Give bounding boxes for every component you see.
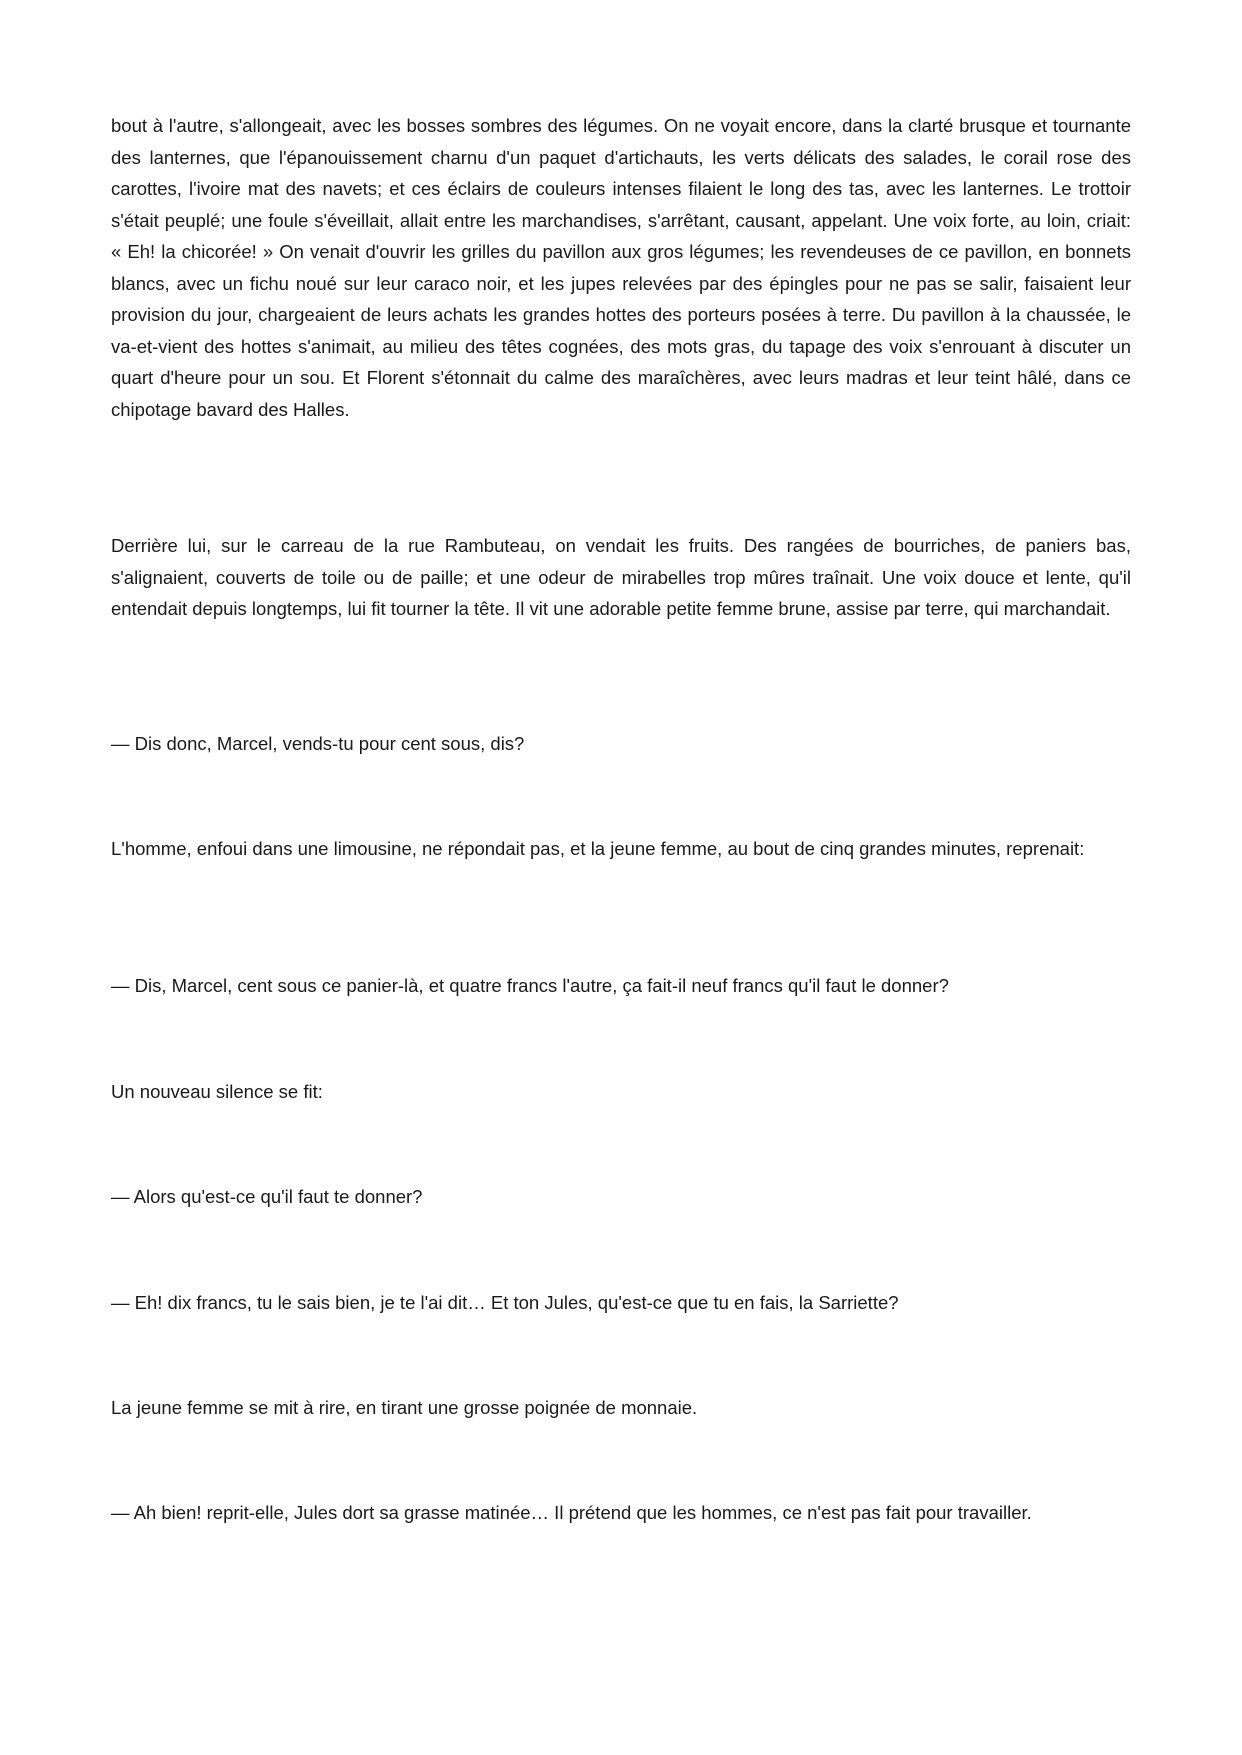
dialogue-line: — Ah bien! reprit-elle, Jules dort sa grasse matinée… Il prétend que les hommes, ce n'est pas fait pour travailler. <box>111 1502 1032 1523</box>
dialogue-line: — Dis donc, Marcel, vends-tu pour cent sous, dis? <box>111 733 525 754</box>
paragraph-rue-rambuteau: Derrière lui, sur le carreau de la rue Rambuteau, on vendait les fruits. Des rangées de bourriches, de paniers bas, s'alignaient, couverts de toile ou de paille; et une odeur de mirabelles trop mûres traînait. Une voix douce et lente, qu'il entendait depuis longtemps, lui fit tourner la tête. Il vit une adorable petite femme brune, assise par terre, qui marchandait. <box>111 535 1131 619</box>
dialogue-line: — Eh! dix francs, tu le sais bien, je te l'ai dit… Et ton Jules, qu'est-ce que tu en fais, la Sarriette? <box>111 1292 899 1313</box>
paragraph-narration: Un nouveau silence se fit: <box>111 1081 323 1102</box>
paragraph-market-description: bout à l'autre, s'allongeait, avec les bosses sombres des légumes. On ne voyait encore, dans la clarté brusque et tournante des lanternes, que l'épanouissement charnu d'un paquet d'artichauts, les verts délicats des salades, le corail rose des carottes, l'ivoire mat des navets; et ces éclairs de couleurs intenses filaient le long des tas, avec les lanternes. Le trottoir s'était peuplé; une foule s'éveillait, allait entre les marchandises, s'arrêtant, causant, appelant. Une voix forte, au loin, criait: « Eh! la chicorée! » On venait d'ouvrir les grilles du pavillon aux gros légumes; les revendeuses de ce pavillon, en bonnets blancs, avec un fichu noué sur leur caraco noir, et les jupes relevées par des épingles pour ne pas se salir, faisaient leur provision du jour, chargeaient de leurs achats les grandes hottes des porteurs posées à terre. Du pavillon à la chaussée, le va-et-vient des hottes s'animait, au milieu des têtes cognées, des mots gras, du tapage des voix s'enrouant à discuter un quart d'heure pour un sou. Et Florent s'étonnait du calme des maraîchères, avec leurs madras et leur teint hâlé, dans ce chipotage bavard des Halles. <box>111 115 1131 420</box>
paragraph-narration: La jeune femme se mit à rire, en tirant une grosse poignée de monnaie. <box>111 1397 698 1418</box>
paragraph-narration: L'homme, enfoui dans une limousine, ne répondait pas, et la jeune femme, au bout de cinq grandes minutes, reprenait: <box>111 838 1085 859</box>
dialogue-line: — Dis, Marcel, cent sous ce panier-là, et quatre francs l'autre, ça fait-il neuf francs qu'il faut le donner? <box>111 975 949 996</box>
dialogue-line: — Alors qu'est-ce qu'il faut te donner? <box>111 1186 423 1207</box>
